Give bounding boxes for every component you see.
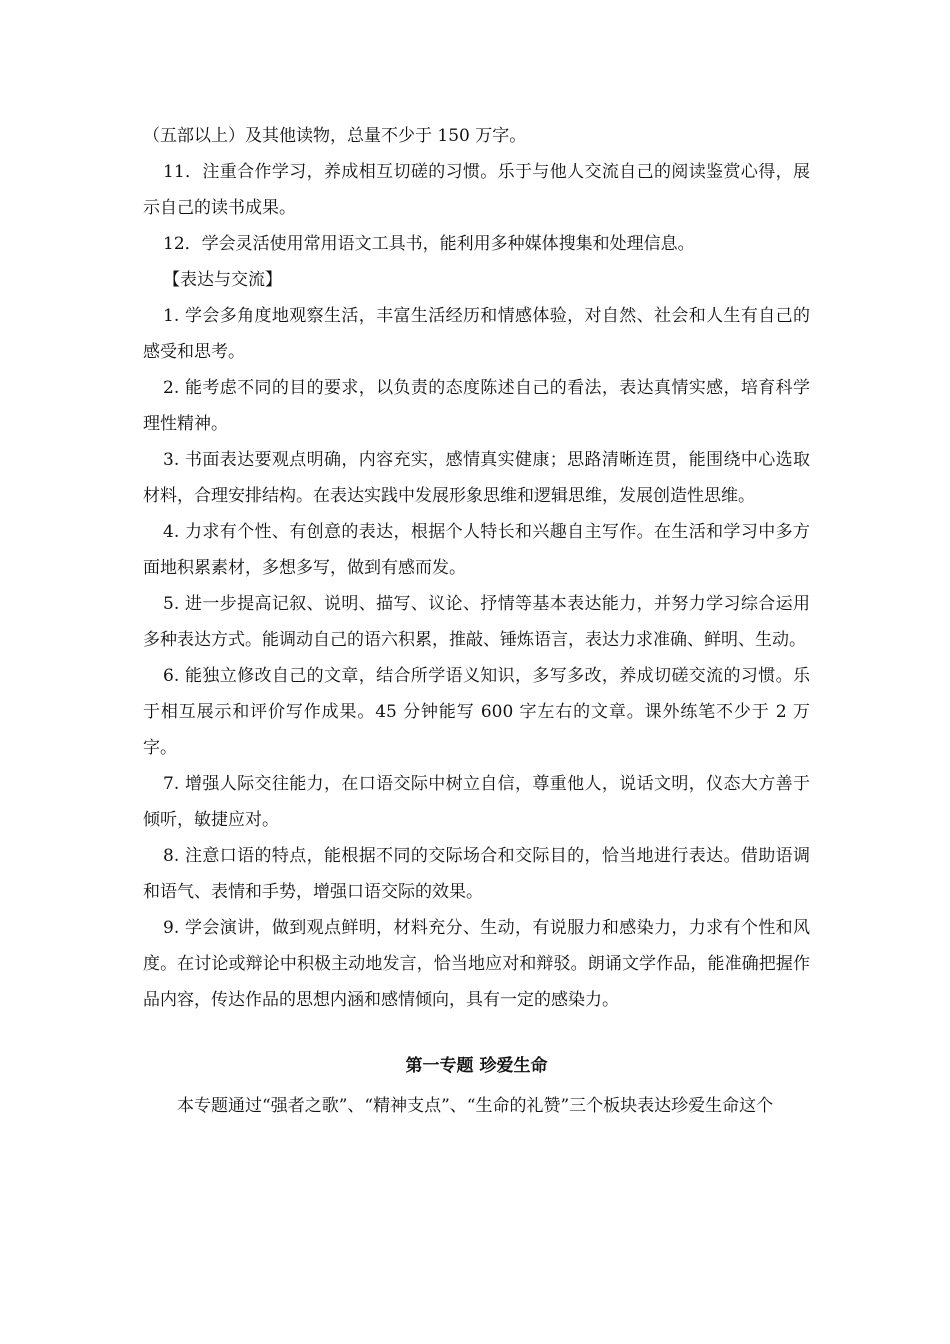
paragraph-item-4: 4. 力求有个性、有创意的表达，根据个人特长和兴趣自主写作。在生活和学习中多方面地积累素材，多想多写，做到有感而发。 [143, 522, 810, 578]
paragraph-item-5: 5. 进一步提高记叙、说明、描写、议论、抒情等基本表达能力，并努力学习综合运用多种表达方式。能调动自己的语六积累，推敲、锤炼语言，表达力求准确、鲜明、生动。 [143, 594, 810, 650]
paragraph-item-3: 3. 书面表达要观点明确，内容充实，感情真实健康；思路清晰连贯，能围绕中心选取材料，合理安排结构。在表达实践中发展形象思维和逻辑思维，发展创造性思维。 [143, 450, 810, 506]
paragraph-item-1: 1. 学会多角度地观察生活，丰富生活经历和情感体验，对自然、社会和人生有自己的感受和思考。 [143, 306, 810, 362]
paragraph-item-2: 2. 能考虑不同的目的要求，以负责的态度陈述自己的看法，表达真情实感，培育科学理性精神。 [143, 378, 810, 434]
paragraph-item-12: 12．学会灵活使用常用语文工具书，能利用多种媒体搜集和处理信息。 [163, 234, 695, 254]
paragraph-item-9: 9. 学会演讲，做到观点鲜明，材料充分、生动，有说服力和感染力，力求有个性和风度。在讨论或辩论中积极主动地发言，恰当地应对和辩驳。朗诵文学作品，能准确把握作品内容，传达作品的思想内涵和感情倾向，具有一定的感染力。 [143, 918, 810, 1010]
subsection-title: 【表达与交流】 [163, 270, 282, 290]
section-heading: 第一专题 珍爱生命 [405, 1056, 548, 1076]
paragraph-item-8: 8. 注意口语的特点，能根据不同的交际场合和交际目的，恰当地进行表达。借助语调和语气、表情和手势，增强口语交际的效果。 [143, 846, 810, 902]
paragraph-item-6: 6. 能独立修改自己的文章，结合所学语义知识，多写多改，养成切磋交流的习惯。乐于相互展示和评价写作成果。45 分钟能写 600 字左右的文章。课外练笔不少于 2 万字。 [143, 666, 810, 758]
paragraph-reading-total: （五部以上）及其他读物，总量不少于 150 万字。 [143, 126, 527, 146]
paragraph-item-11: 11．注重合作学习，养成相互切磋的习惯。乐于与他人交流自己的阅读鉴赏心得，展示自己的读书成果。 [143, 162, 810, 218]
paragraph-item-7: 7. 增强人际交往能力，在口语交际中树立自信，尊重他人，说话文明，仪态大方善于倾听，敏捷应对。 [143, 774, 810, 830]
section-intro: 本专题通过“强者之歌”、“精神支点”、“生命的礼赞”三个板块表达珍爱生命这个 [177, 1096, 774, 1116]
